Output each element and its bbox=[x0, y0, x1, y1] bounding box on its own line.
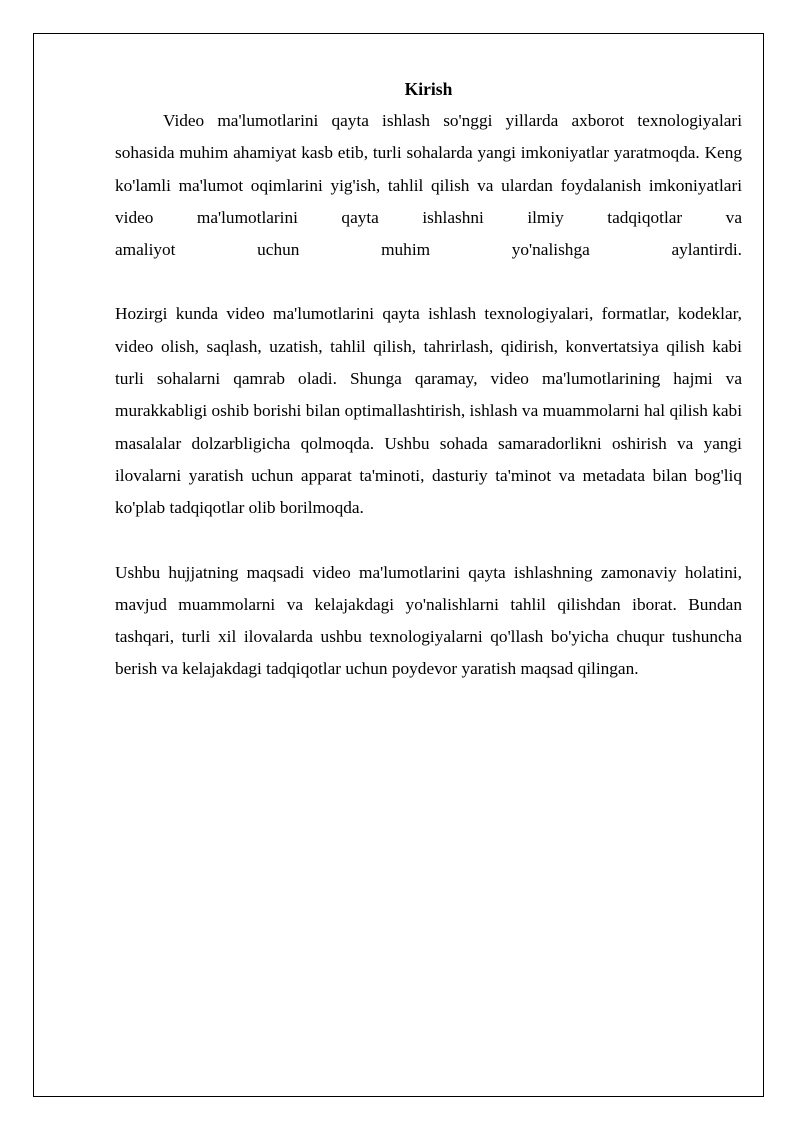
paragraph-intro-last-line: amaliyot uchun muhim yo'nalishga aylantirdi. bbox=[115, 240, 742, 260]
paragraph-spacer bbox=[115, 266, 742, 298]
paragraph-spacer bbox=[115, 525, 742, 557]
document-title: Kirish bbox=[404, 79, 453, 99]
paragraph-current-state: Hozirgi kunda video ma'lumotlarini qayta ishlash texnologiyalari, formatlar, kodeklar, video olish, saqlash, uzatish, tahlil qilish, tahrirlash, qidirish, konvertatsiya qilish kabi turli sohalarni qamrab oladi. Shunga qaramay, video ma'lumotlarining hajmi va murakkabligi oshib borishi bilan optimallashtirish, ishlash va muammolarni hal qilish kabi masalalar dolzarbligicha qolmoqda. Ushbu sohada samaradorlikni oshirish va yangi ilovalarni yaratish uchun apparat ta'minoti, dasturiy ta'minot va metadata bilan bog'liq ko'plab tadqiqotlar olib borilmoqda. bbox=[115, 304, 742, 518]
document-body bbox=[115, 74, 742, 686]
paragraph-intro-text: Video ma'lumotlarini qayta ishlash so'nggi yillarda axborot texnologiyalari sohasida muhim ahamiyat kasb etib, turli sohalarda yangi imkoniyatlar yaratmoqda. Keng ko'lamli ma'lumot oqimlarini yig'ish, tahlil qilish va ulardan foydalanish imkoniyatlari video ma'lumotlarini qayta ishlashni ilmiy tadqiqotlar va bbox=[115, 111, 742, 227]
paragraph-intro bbox=[115, 105, 742, 266]
paragraph-purpose: Ushbu hujjatning maqsadi video ma'lumotlarini qayta ishlashning zamonaviy holatini, mavjud muammolarni va kelajakdagi yo'nalishlarni tahlil qilishdan iborat. Bundan tashqari, turli xil ilovalarda ushbu texnologiyalarni qo'llash bo'yicha chuqur tushuncha berish va kelajakdagi tadqiqotlar uchun poydevor yaratish maqsad qilingan. bbox=[115, 562, 742, 679]
